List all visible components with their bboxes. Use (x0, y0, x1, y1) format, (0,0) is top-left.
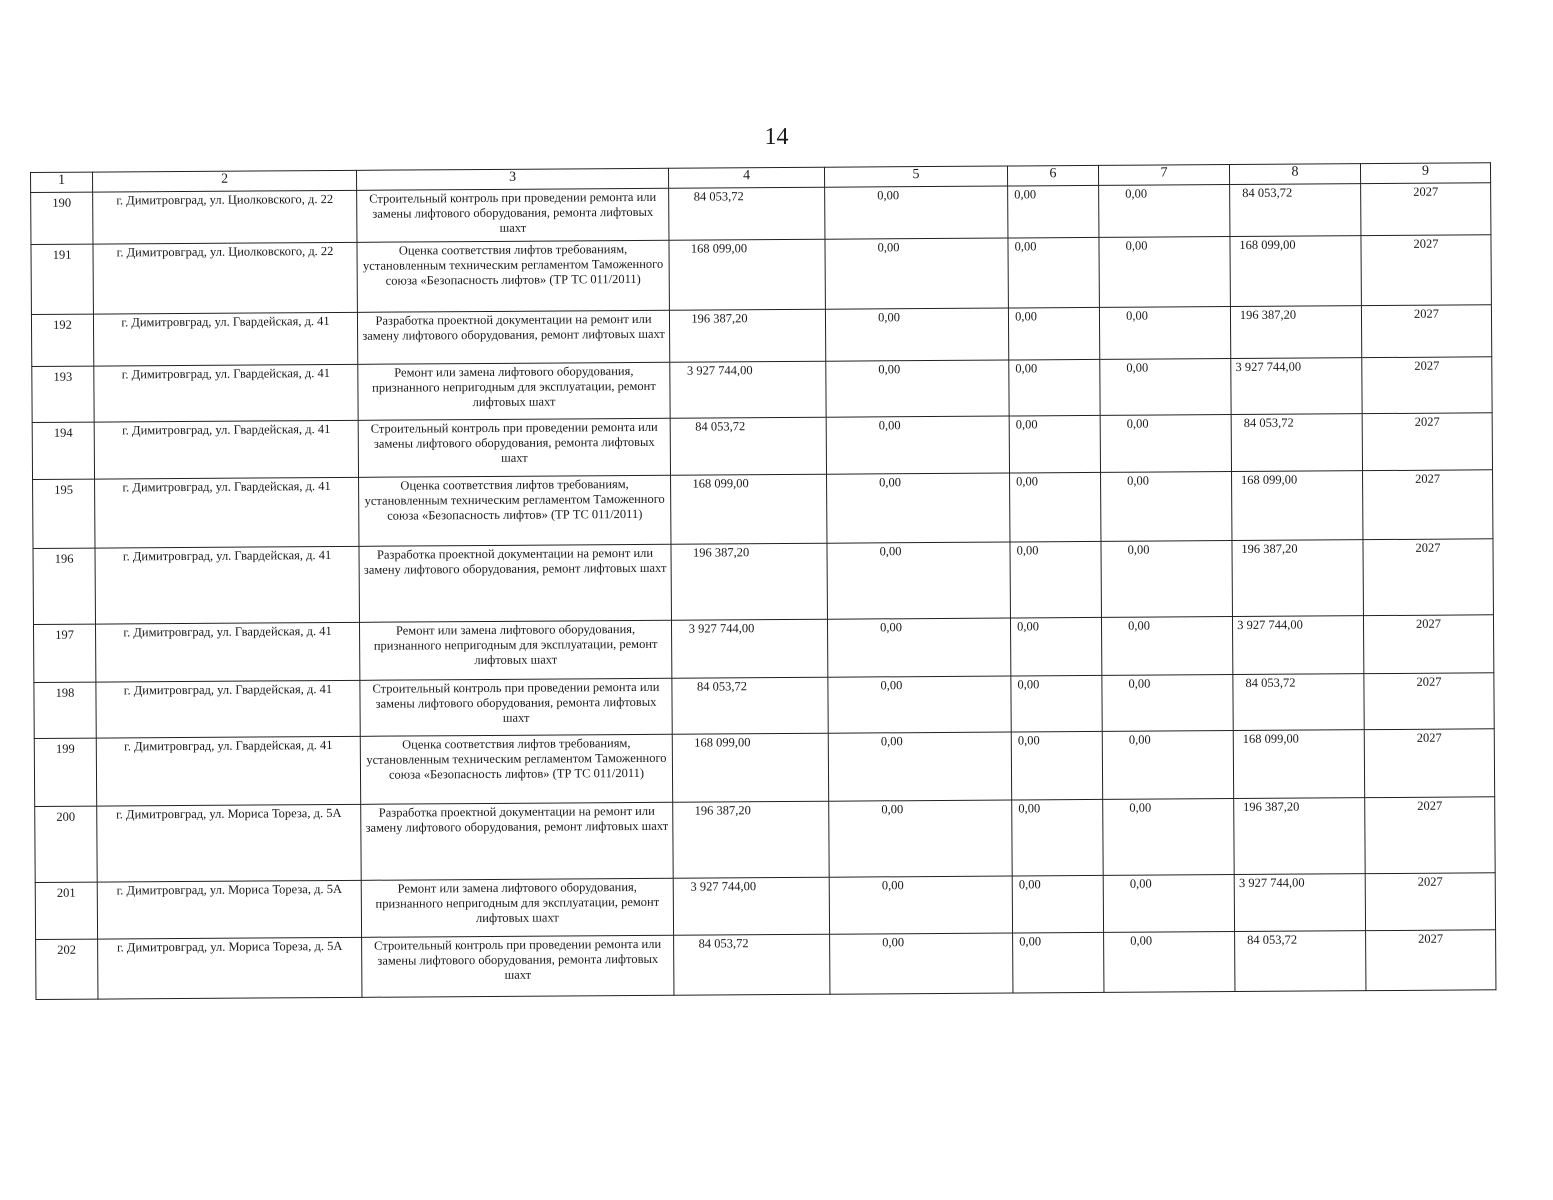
row-number: 197 (34, 624, 96, 682)
row-col5: 0,00 (828, 732, 1011, 801)
row-work: Разработка проектной документации на ремонт или замену лифтового оборудования, ремонт лифтовых шахт (359, 544, 671, 622)
row-work: Разработка проектной документации на ремонт или замену лифтового оборудования, ремонт лифтовых шахт (361, 802, 673, 880)
column-header: 8 (1229, 164, 1360, 185)
row-col7: 0,00 (1101, 617, 1232, 676)
row-col4: 84 053,72 (672, 677, 828, 734)
row-address: г. Димитровград, ул. Гвардейская, д. 41 (96, 680, 360, 738)
column-header: 5 (824, 166, 1007, 187)
row-col8: 168 099,00 (1232, 471, 1363, 541)
row-year: 2027 (1363, 470, 1493, 540)
row-year: 2027 (1361, 305, 1491, 358)
row-col6: 0,00 (1011, 675, 1102, 732)
row-number: 200 (35, 806, 98, 882)
column-header: 3 (356, 168, 668, 190)
row-col4: 196 387,20 (669, 309, 825, 362)
row-col6: 0,00 (1012, 799, 1104, 876)
row-col7: 0,00 (1103, 799, 1235, 876)
table-container (30, 162, 1495, 1000)
row-work: Ремонт или замена лифтового оборудования, признанного непригодным для эксплуатации, ремонт лифтовых шахт (358, 362, 670, 420)
table-row (31, 235, 1491, 315)
row-col7: 0,00 (1099, 307, 1230, 360)
column-header: 6 (1007, 165, 1098, 186)
row-col8: 196 387,20 (1234, 798, 1366, 875)
row-number: 192 (31, 314, 93, 366)
row-col5: 0,00 (825, 186, 1008, 239)
row-col6: 0,00 (1009, 415, 1100, 473)
row-work: Разработка проектной документации на ремонт или замену лифтового оборудования, ремонт лифтовых шахт (357, 310, 669, 364)
row-col6: 0,00 (1009, 359, 1100, 416)
row-col4: 168 099,00 (672, 733, 828, 802)
row-col7: 0,00 (1102, 731, 1233, 800)
row-col8: 84 053,72 (1231, 414, 1362, 472)
row-col4: 84 053,72 (674, 934, 830, 995)
row-number: 199 (34, 738, 96, 806)
row-number: 202 (36, 939, 98, 999)
table-row (31, 305, 1491, 367)
row-address: г. Димитровград, ул. Гвардейская, д. 41 (95, 622, 359, 682)
column-header: 2 (93, 170, 357, 192)
row-number: 198 (34, 682, 96, 738)
row-col6: 0,00 (1010, 472, 1101, 542)
table-row (35, 797, 1495, 883)
row-col6: 0,00 (1008, 185, 1099, 238)
row-year: 2027 (1365, 873, 1495, 931)
column-header: 4 (668, 167, 824, 188)
row-year: 2027 (1366, 930, 1496, 991)
table-row (34, 615, 1494, 683)
row-address: г. Димитровград, ул. Мориса Тореза, д. 5А (98, 937, 362, 999)
row-col7: 0,00 (1099, 237, 1230, 308)
row-col5: 0,00 (825, 238, 1008, 309)
row-work: Оценка соответствия лифтов требованиям, установленным техническим регламентом Таможенного союза «Безопасность лифтов» (ТР ТС 011/2011) (357, 240, 669, 312)
row-col4: 196 387,20 (673, 801, 830, 878)
table-body (31, 183, 1496, 1000)
row-number: 195 (33, 479, 95, 548)
row-col7: 0,00 (1099, 185, 1230, 238)
row-col5: 0,00 (826, 360, 1009, 417)
row-col7: 0,00 (1101, 541, 1233, 618)
row-address: г. Димитровград, ул. Циолковского, д. 22 (93, 190, 357, 244)
column-header: 9 (1360, 163, 1490, 184)
column-header: 7 (1098, 165, 1229, 186)
row-col4: 3 927 744,00 (673, 877, 829, 935)
table-row (35, 873, 1495, 940)
row-col5: 0,00 (829, 876, 1012, 934)
row-year: 2027 (1363, 615, 1493, 674)
row-col5: 0,00 (827, 618, 1010, 677)
row-col7: 0,00 (1100, 415, 1231, 473)
row-address: г. Димитровград, ул. Мориса Тореза, д. 5А (97, 804, 361, 882)
row-col7: 0,00 (1103, 875, 1234, 933)
row-col4: 84 053,72 (670, 417, 826, 475)
row-address: г. Димитровград, ул. Гвардейская, д. 41 (95, 546, 359, 624)
row-work: Строительный контроль при проведении ремонта или замены лифтового оборудования, ремонта лифтовых шахт (358, 418, 670, 477)
row-col4: 196 387,20 (671, 543, 828, 620)
row-address: г. Димитровград, ул. Гвардейская, д. 41 (94, 364, 358, 422)
row-col5: 0,00 (827, 473, 1010, 543)
row-year: 2027 (1364, 729, 1494, 798)
row-col6: 0,00 (1008, 307, 1099, 360)
row-col6: 0,00 (1012, 875, 1103, 933)
row-number: 201 (35, 882, 97, 939)
row-col7: 0,00 (1102, 675, 1233, 732)
row-col8: 3 927 744,00 (1232, 616, 1363, 675)
row-col5: 0,00 (827, 542, 1011, 619)
row-work: Строительный контроль при проведении ремонта или замены лифтового оборудования, ремонта лифтовых шахт (360, 678, 672, 736)
row-work: Ремонт или замена лифтового оборудования, признанного непригодным для эксплуатации, ремонт лифтовых шахт (359, 620, 671, 680)
table-row (32, 357, 1492, 423)
row-col8: 3 927 744,00 (1234, 874, 1365, 932)
row-work: Строительный контроль при проведении ремонта или замены лифтового оборудования, ремонта лифтовых шахт (357, 188, 669, 242)
page-number: 14 (764, 124, 789, 150)
row-col6: 0,00 (1010, 617, 1101, 676)
row-col8: 3 927 744,00 (1231, 358, 1362, 415)
row-number: 191 (31, 244, 93, 314)
row-year: 2027 (1365, 797, 1496, 874)
row-number: 193 (32, 366, 94, 422)
row-col8: 196 387,20 (1230, 306, 1361, 359)
works-table (30, 162, 1496, 1000)
row-work: Оценка соответствия лифтов требованиям, установленным техническим регламентом Таможенного союза «Безопасность лифтов» (ТР ТС 011/2011) (359, 475, 671, 546)
row-work: Оценка соответствия лифтов требованиям, установленным техническим регламентом Таможенного союза «Безопасность лифтов» (ТР ТС 011/2011) (360, 734, 672, 804)
row-work: Строительный контроль при проведении ремонта или замены лифтового оборудования, ремонта лифтовых шахт (362, 935, 674, 997)
row-number: 196 (33, 548, 96, 624)
row-address: г. Димитровград, ул. Гвардейская, д. 41 (95, 477, 359, 548)
table-row (34, 729, 1494, 807)
row-col8: 196 387,20 (1232, 540, 1364, 617)
row-col5: 0,00 (825, 308, 1008, 361)
row-year: 2027 (1361, 235, 1491, 306)
row-number: 190 (31, 192, 93, 244)
row-col4: 3 927 744,00 (671, 619, 827, 678)
row-work: Ремонт или замена лифтового оборудования, признанного непригодным для эксплуатации, ремонт лифтовых шахт (361, 878, 673, 937)
row-address: г. Димитровград, ул. Гвардейская, д. 41 (93, 312, 357, 366)
row-col6: 0,00 (1008, 237, 1099, 308)
table-row (32, 413, 1492, 480)
row-year: 2027 (1361, 183, 1491, 236)
row-col4: 84 053,72 (669, 187, 825, 240)
row-col5: 0,00 (830, 933, 1013, 994)
row-col8: 168 099,00 (1233, 730, 1364, 799)
row-col6: 0,00 (1010, 541, 1102, 618)
row-year: 2027 (1363, 539, 1494, 616)
row-address: г. Димитровград, ул. Гвардейская, д. 41 (96, 736, 360, 806)
row-col8: 84 053,72 (1230, 184, 1361, 237)
row-col7: 0,00 (1100, 359, 1231, 416)
table-row (31, 183, 1491, 245)
table-row (33, 539, 1493, 625)
row-address: г. Димитровград, ул. Циолковского, д. 22 (93, 242, 357, 314)
row-col7: 0,00 (1101, 472, 1232, 542)
table-row (33, 470, 1493, 549)
row-col4: 3 927 744,00 (670, 361, 826, 418)
row-col6: 0,00 (1011, 731, 1102, 800)
row-col5: 0,00 (829, 800, 1013, 877)
row-year: 2027 (1364, 673, 1494, 730)
row-col5: 0,00 (828, 676, 1011, 733)
row-col6: 0,00 (1013, 932, 1104, 993)
row-address: г. Димитровград, ул. Мориса Тореза, д. 5А (97, 880, 361, 939)
row-col7: 0,00 (1104, 932, 1235, 993)
column-header: 1 (31, 172, 93, 192)
row-col8: 84 053,72 (1235, 931, 1366, 992)
row-year: 2027 (1362, 413, 1492, 471)
row-col4: 168 099,00 (671, 474, 827, 544)
table-row (36, 930, 1496, 1000)
row-col4: 168 099,00 (669, 239, 825, 310)
row-address: г. Димитровград, ул. Гвардейская, д. 41 (94, 420, 358, 479)
row-year: 2027 (1362, 357, 1492, 414)
row-number: 194 (32, 422, 94, 479)
table-row (34, 673, 1494, 739)
row-col8: 84 053,72 (1233, 674, 1364, 731)
row-col5: 0,00 (826, 416, 1009, 474)
row-col8: 168 099,00 (1230, 236, 1361, 307)
